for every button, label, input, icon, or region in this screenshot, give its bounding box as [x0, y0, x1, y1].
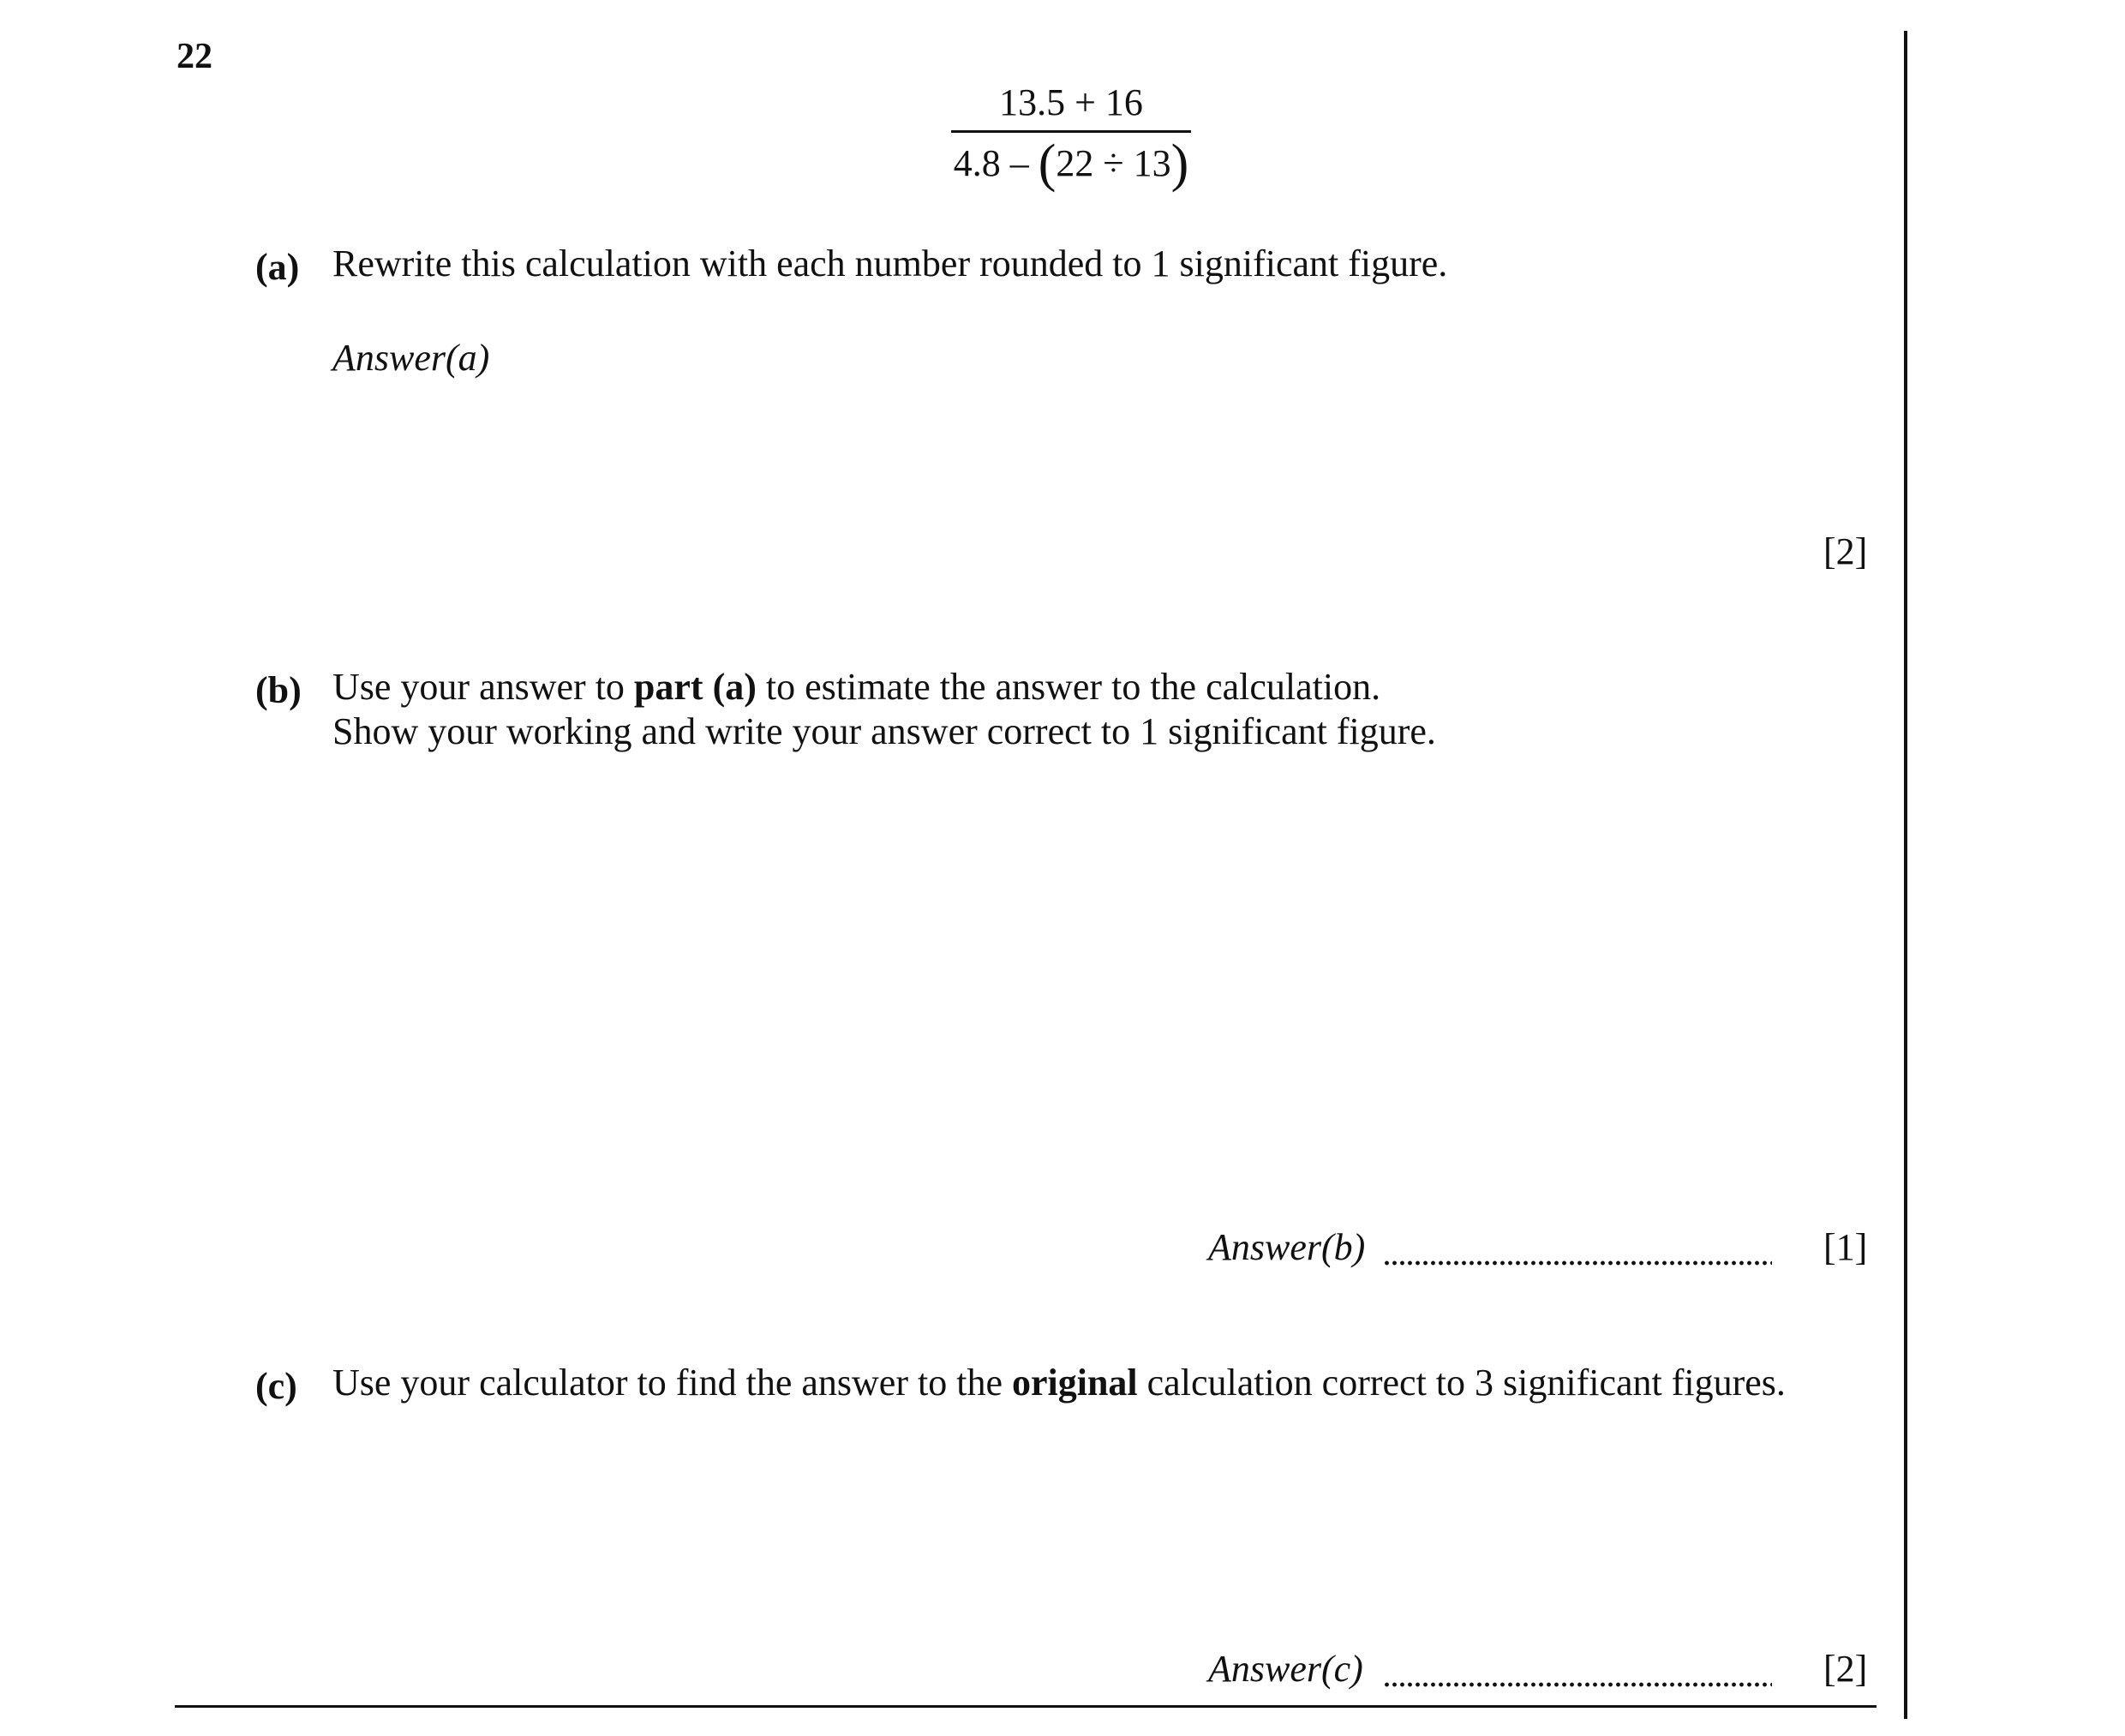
part-b-text-bold: part (a): [633, 666, 757, 708]
part-c-text-end: calculation correct to 3 significant figures.: [1137, 1362, 1786, 1404]
question-number: 22: [177, 37, 212, 76]
margin-rule: [1904, 31, 1907, 1719]
answer-c-label: Answer(c): [1208, 1648, 1363, 1690]
part-c-text-bold: original: [1011, 1362, 1138, 1404]
part-c-marks: [2]: [1823, 1648, 1868, 1690]
answer-b-line[interactable]: [1383, 1260, 1772, 1266]
paren-open: (: [1038, 135, 1057, 193]
part-a-label: (a): [255, 246, 300, 288]
part-b-text-start: Use your answer to: [332, 666, 634, 708]
answer-a-label: Answer(a): [332, 337, 490, 379]
part-b-label: (b): [255, 669, 302, 711]
fraction-bar: [951, 130, 1191, 133]
answer-c-line[interactable]: [1383, 1681, 1772, 1688]
denominator-start: 4.8 –: [953, 142, 1029, 184]
part-c-text: [332, 1361, 1786, 1405]
part-b-text-end: to estimate the answer to the calculation.: [756, 666, 1381, 708]
part-c-text-start: Use your calculator to find the answer to the: [332, 1362, 1012, 1404]
paren-close: ): [1170, 135, 1189, 193]
part-b-text: [332, 665, 1380, 709]
part-a-marks: [2]: [1823, 530, 1868, 572]
part-c-label: (c): [255, 1365, 297, 1407]
answer-b-label: Answer(b): [1208, 1226, 1366, 1268]
paren-content: 22 ÷ 13: [1056, 142, 1171, 184]
part-b-marks: [1]: [1823, 1226, 1868, 1268]
bottom-rule: [175, 1705, 1877, 1708]
part-a-text: Rewrite this calculation with each number rounded to 1 significant figure.: [332, 242, 1448, 284]
calculation-fraction: [951, 79, 1191, 193]
fraction-numerator: 13.5 + 16: [999, 81, 1143, 123]
part-b-text-line2: Show your working and write your answer correct to 1 significant figure.: [332, 710, 1436, 752]
fraction-denominator: [951, 135, 1191, 193]
